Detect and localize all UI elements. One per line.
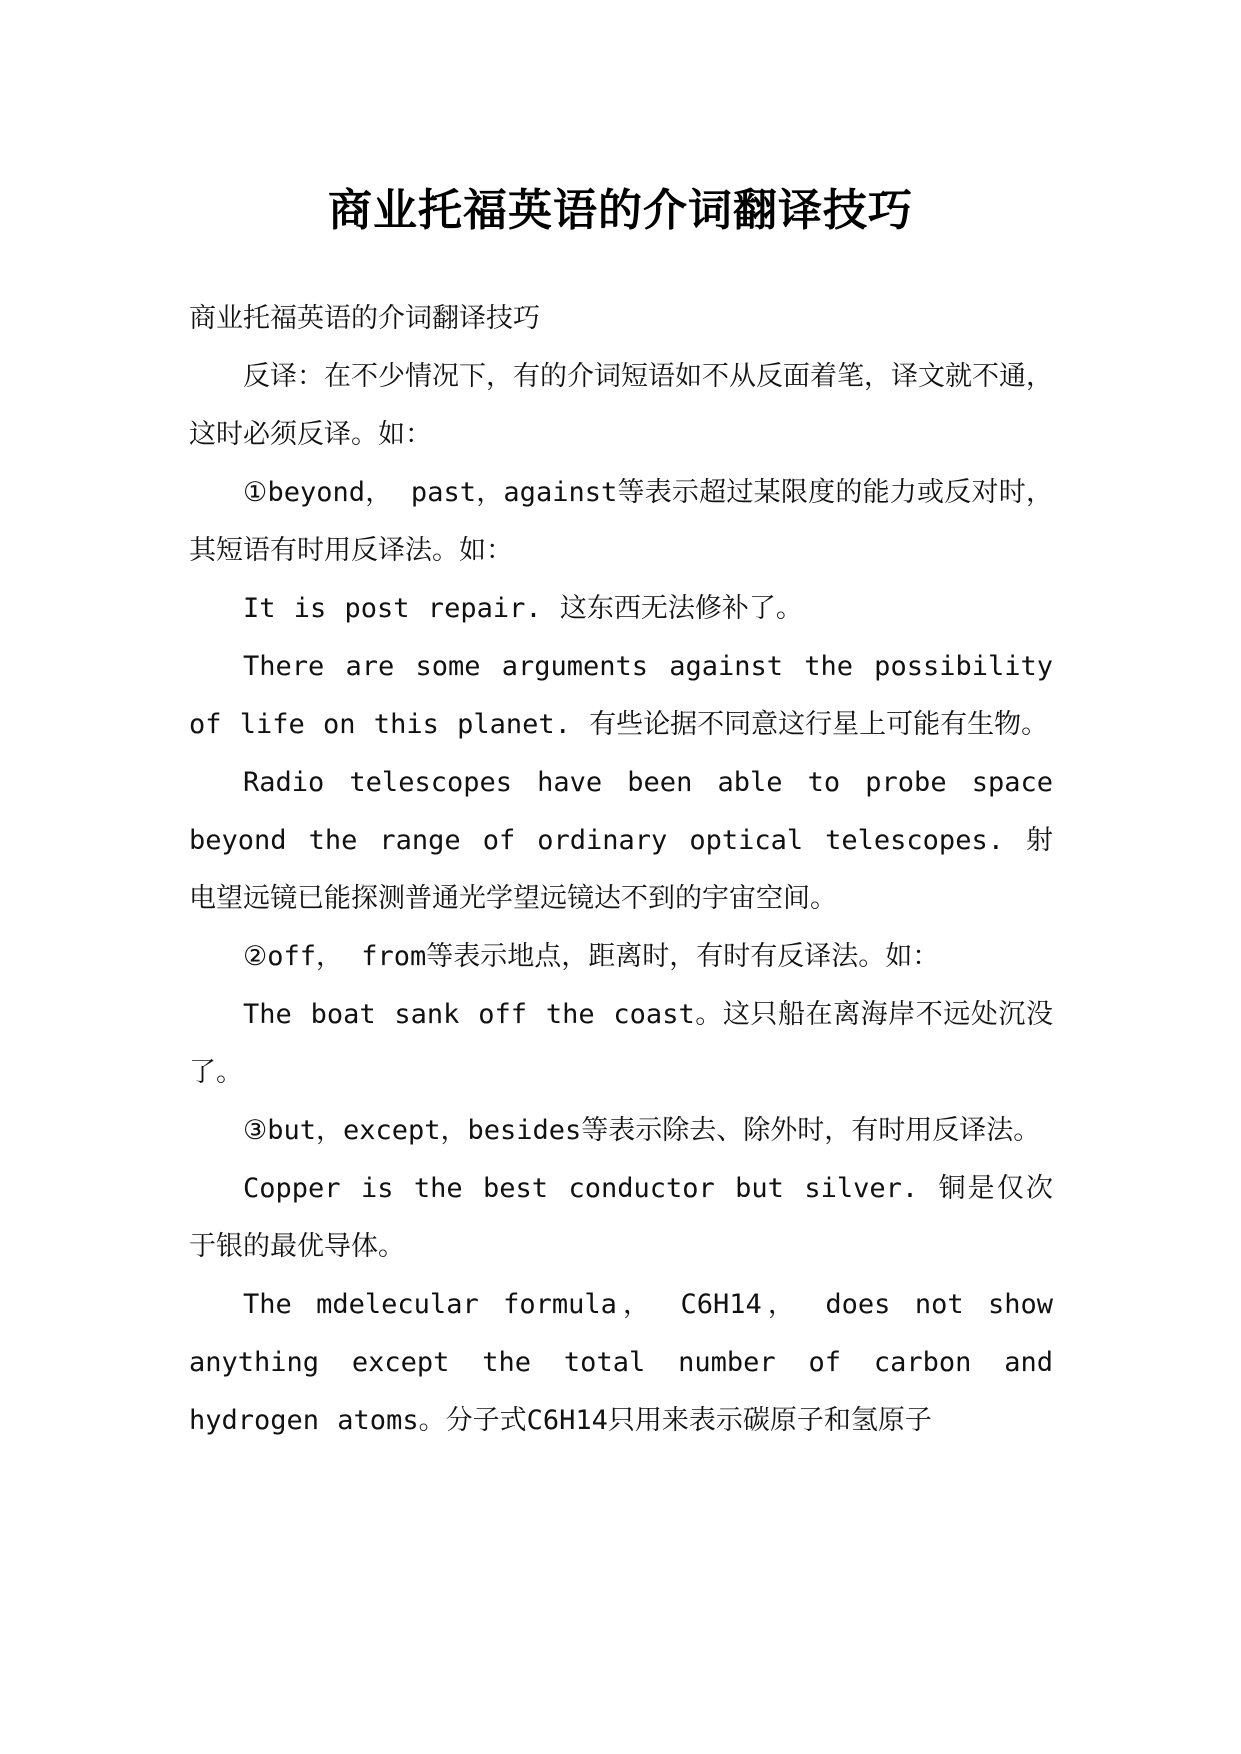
body-paragraph: The mdelecular formula， C6H14， does not show anything except the total number of carbon and hydrogen atoms。分子式C6H14只用来表示碳原子和氢原子	[189, 1289, 1053, 1436]
body-paragraph: There are some arguments against the possibility of life on this planet. 有些论据不同意这行星上可能有生物。	[189, 651, 1053, 740]
document-body	[189, 290, 1053, 1450]
body-paragraph: It is post repair. 这东西无法修补了。	[243, 593, 803, 624]
body-paragraph: ①beyond， past，against等表示超过某限度的能力或反对时，其短语有时用反译法。如：	[189, 477, 1053, 566]
body-paragraph: 商业托福英语的介词翻译技巧	[189, 303, 540, 334]
body-paragraph: ②off， from等表示地点，距离时，有时有反译法。如：	[243, 941, 940, 972]
document-title: 商业托福英语的介词翻译技巧	[328, 185, 913, 237]
body-paragraph: ③but，except，besides等表示除去、除外时，有时用反译法。	[243, 1115, 1041, 1146]
body-paragraph: Radio telescopes have been able to probe space beyond the range of ordinary optical telescopes. 射电望远镜已能探测普通光学望远镜达不到的宇宙空间。	[189, 767, 1053, 914]
body-paragraph: Copper is the best conductor but silver. 铜是仅次于银的最优导体。	[189, 1173, 1053, 1262]
body-paragraph: 反译：在不少情况下，有的介词短语如不从反面着笔，译文就不通，这时必须反译。如：	[189, 361, 1053, 450]
body-paragraph: The boat sank off the coast。这只船在离海岸不远处沉没了。	[189, 999, 1053, 1088]
